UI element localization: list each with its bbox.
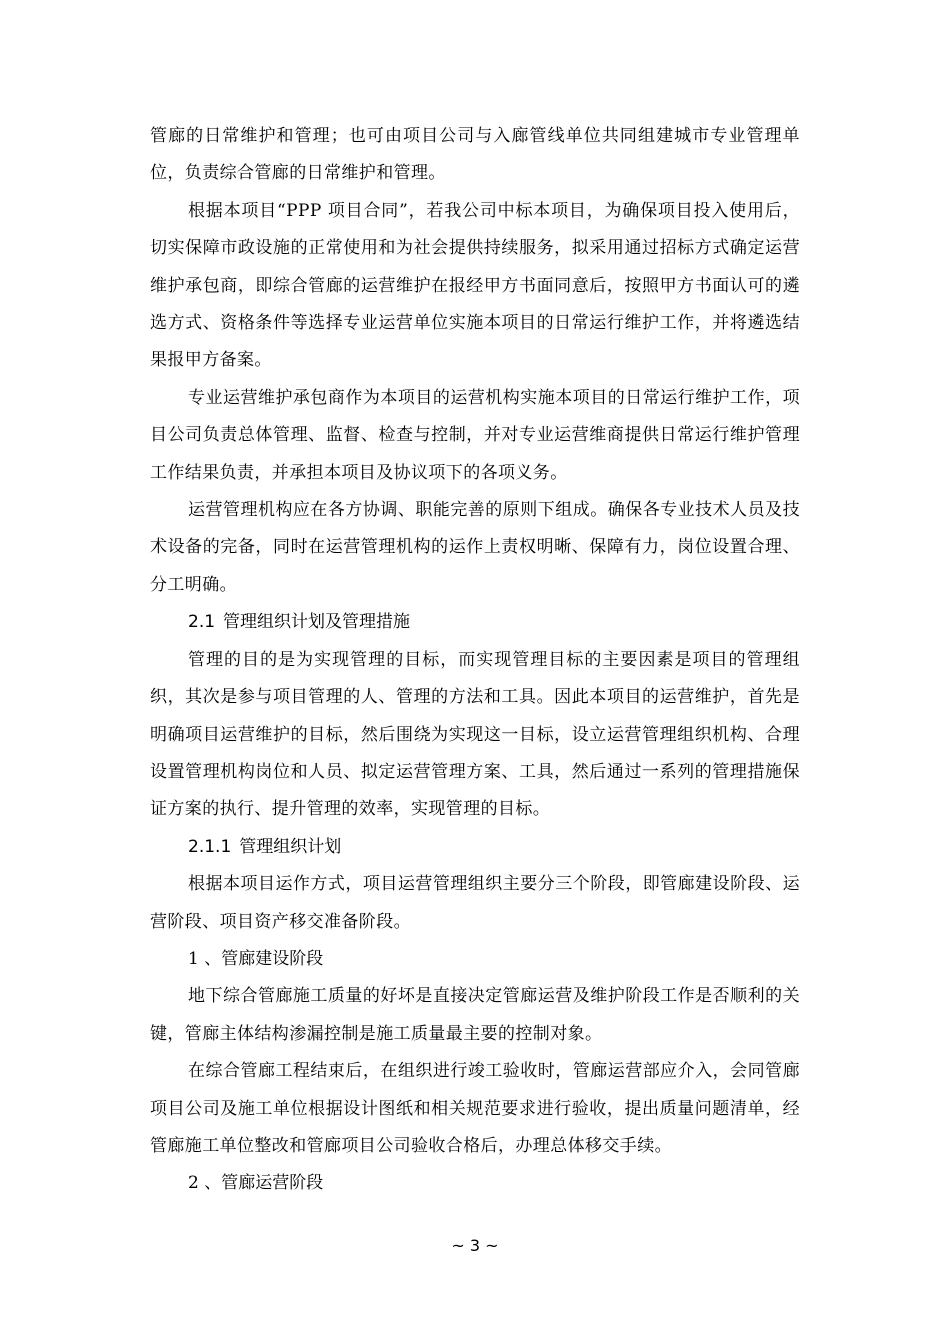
section-title: 管理组织计划及管理措施 — [223, 612, 411, 633]
paragraph-ppp-contract: 根据本项目“PPP 项目合同”，若我公司中标本项目，为确保项目投入使用后，切实保障市政设施的正常使用和为社会提供持续服务，拟采用通过招标方式确定运营维护承包商，即综合管廊的运营维护在报经甲方书面同意后，按照甲方书面认可的遴选方式、资格条件等选择专业运营单位实施本项目的日常运行维护工作，并将遴选结果报甲方备案。 — [150, 200, 800, 371]
page-number: ~ 3 ~ — [451, 1236, 499, 1255]
paragraph-construction-quality: 地下综合管廊施工质量的好坏是直接决定管廊运营及维护阶段工作是否顺利的关键，管廊主体结构渗漏控制是施工质量最主要的控制对象。 — [150, 986, 800, 1044]
list-item-construction-stage: 1 、管廊建设阶段 — [188, 948, 324, 969]
paragraph-acceptance: 在综合管廊工程结束后，在组织进行竣工验收时，管廊运营部应介入，会同管廊项目公司及施工单位根据设计图纸和相关规范要求进行验收，提出质量问题清单，经管廊施工单位整改和管廊项目公司验收合格后，办理总体移交手续。 — [150, 1061, 800, 1156]
section-heading-2-1 — [150, 604, 800, 641]
section-title: 管理组织计划 — [239, 836, 342, 857]
list-item-operation-stage: 2 、管廊运营阶段 — [188, 1173, 324, 1194]
paragraph-three-stages: 根据本项目运作方式，项目运营管理组织主要分三个阶段，即管廊建设阶段、运营阶段、项目资产移交准备阶段。 — [150, 874, 800, 932]
section-heading-2-1-1 — [150, 829, 800, 866]
document-body — [150, 118, 800, 1203]
paragraph-organization-principle: 运营管理机构应在各方协调、职能完善的原则下组成。确保各专业技术人员及技术设备的完备，同时在运营管理机构的运作上责权明晰、保障有力，岗位设置合理、分工明确。 — [150, 500, 800, 595]
paragraph-contractor-role: 专业运营维护承包商作为本项目的运营机构实施本项目的日常运行维护工作，项目公司负责总体管理、监督、检查与控制，并对专业运营维商提供日常运行维护管理工作结果负责，并承担本项目及协议项下的各项义务。 — [150, 387, 800, 483]
section-number: 2.1.1 — [188, 836, 232, 857]
paragraph-management-purpose: 管理的目的是为实现管理的目标，而实现管理目标的主要因素是项目的管理组织，其次是参与项目管理的人、管理的方法和工具。因此本项目的运营维护，首先是明确项目运营维护的目标，然后围绕为实现这一目标，设立运营管理组织机构、合理设置管理机构岗位和人员、拟定运营管理方案、工具，然后通过一系列的管理措施保证方案的执行、提升管理的效率，实现管理的目标。 — [150, 649, 800, 820]
section-number: 2.1 — [188, 612, 216, 633]
paragraph-continued: 管廊的日常维护和管理；也可由项目公司与入廊管线单位共同组建城市专业管理单位，负责综合管廊的日常维护和管理。 — [150, 126, 800, 184]
